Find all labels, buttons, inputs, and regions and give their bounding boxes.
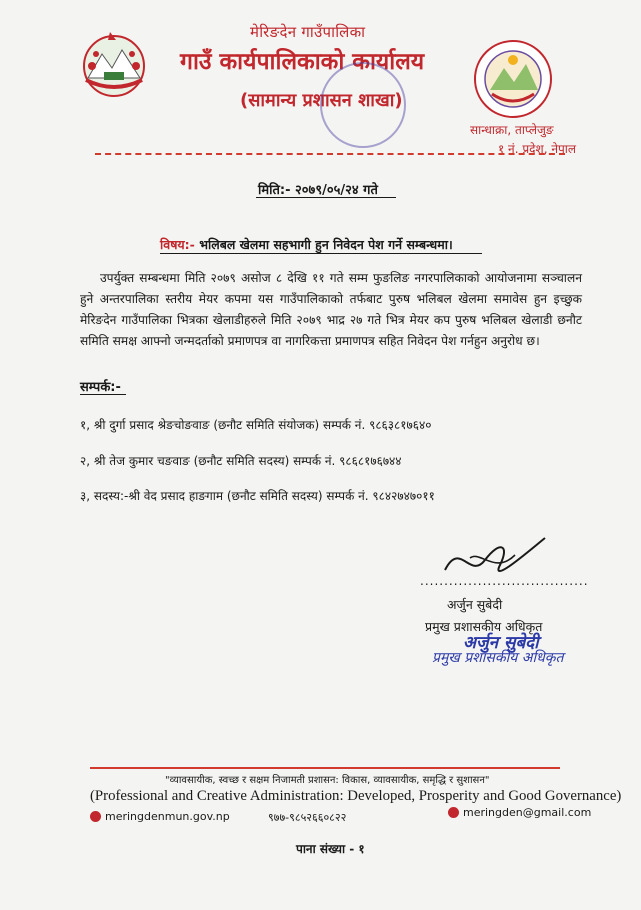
section-name: (सामान्य प्रशासन शाखा) xyxy=(240,90,403,111)
footer-email[interactable] xyxy=(448,806,591,819)
office-name: गाउँ कार्यपालिकाको कार्यालय xyxy=(180,49,425,75)
address-line-2: १ नं. प्रदेश, नेपाल xyxy=(498,142,577,156)
nepal-emblem-icon xyxy=(78,28,150,100)
subject-text: भलिबल खेलमा सहभागी हुन निवेदन पेश गर्ने सम्बन्धमा। xyxy=(199,237,453,252)
subject-underline xyxy=(160,253,482,254)
globe-icon xyxy=(90,811,101,822)
contacts-heading-underline xyxy=(80,394,126,395)
page-number: पाना संख्या - १ xyxy=(296,842,365,856)
address-line-1: सान्धाक्रा, ताप्लेजुङ xyxy=(470,123,554,137)
date-underline xyxy=(256,197,396,198)
contact-item-1: १, श्री दुर्गा प्रसाद श्रेङचोङवाङ (छनौट समिति संयोजक) सम्पर्क नं. ९८६३८१७६४० xyxy=(80,418,432,432)
footer-phone: ९७७-९८५२६६०८२२ xyxy=(268,811,347,824)
stamp-signer-name: अर्जुन सुबेदी xyxy=(463,633,539,653)
signature-line: ................................... xyxy=(420,574,589,588)
stamp-signer-title: प्रमुख प्रशासकीय अधिकृत xyxy=(432,650,564,666)
letter-subject xyxy=(160,236,453,253)
email-text[interactable]: meringden@gmail.com xyxy=(463,806,592,819)
body-paragraph: उपर्युक्त सम्बन्धमा मिति २०७९ असोज ८ देखि ११ गते सम्म फुङलिङ नगरपालिकाको आयोजनामा सञ्चालन हुने अन्तरपालिका स्तरीय मेयर कपमा यस गाउँपालिकाको तर्फबाट पुरुष भलिबल खेलमा समावेस हुन इच्छुक मेरिङदेन गाउँपालिका भित्रका खेलाडीहरुले मिति २०७९ भाद्र २७ गते भित्र मेयर कप पुरुष भलिबल खेलाडी छनौट समिति समक्ष आफ्नो जन्मदर्ताको प्रमाणपत्र वा नागरिकत्ता प्रमाणपत्र सहित निवेदन पेश गर्नहुन अनुरोध छ। xyxy=(80,271,582,348)
letter-date: मिति:- २०७९/०५/२४ गते xyxy=(258,183,378,198)
footer-motto: "व्यावसायीक, स्वच्छ र सक्षम निजामती प्रशासन: विकास, व्यावसायीक, समृद्धि र सुशासन" xyxy=(165,775,490,786)
header-divider xyxy=(95,153,565,155)
footer-divider xyxy=(90,767,560,769)
contact-item-2: २, श्री तेज कुमार चङवाङ (छनौट समिति सदस्य) सम्पर्क नं. ९८६८१७६७४४ xyxy=(80,454,402,468)
contacts-heading: सम्पर्क:- xyxy=(80,380,121,395)
signer-title: प्रमुख प्रशासकीय अधिकृत xyxy=(425,619,543,634)
footer-website[interactable] xyxy=(90,810,230,823)
website-text[interactable]: meringdenmun.gov.np xyxy=(105,810,230,823)
subject-label: विषय:- xyxy=(160,237,195,252)
footer-governance: (Professional and Creative Administration: Developed, Prosperity and Good Governance) xyxy=(90,788,622,804)
email-icon xyxy=(448,807,459,818)
signer-name: अर्जुन सुबेदी xyxy=(447,597,503,612)
municipality-logo-icon xyxy=(472,38,554,120)
municipality-name: मेरिङदेन गाउँपालिका xyxy=(250,23,366,41)
office-stamp-icon xyxy=(320,62,406,148)
contact-item-3: ३, सदस्य:-श्री वेद प्रसाद हाङगाम (छनौट समिति सदस्य) सम्पर्क नं. ९८४२७४७०११ xyxy=(80,489,435,503)
